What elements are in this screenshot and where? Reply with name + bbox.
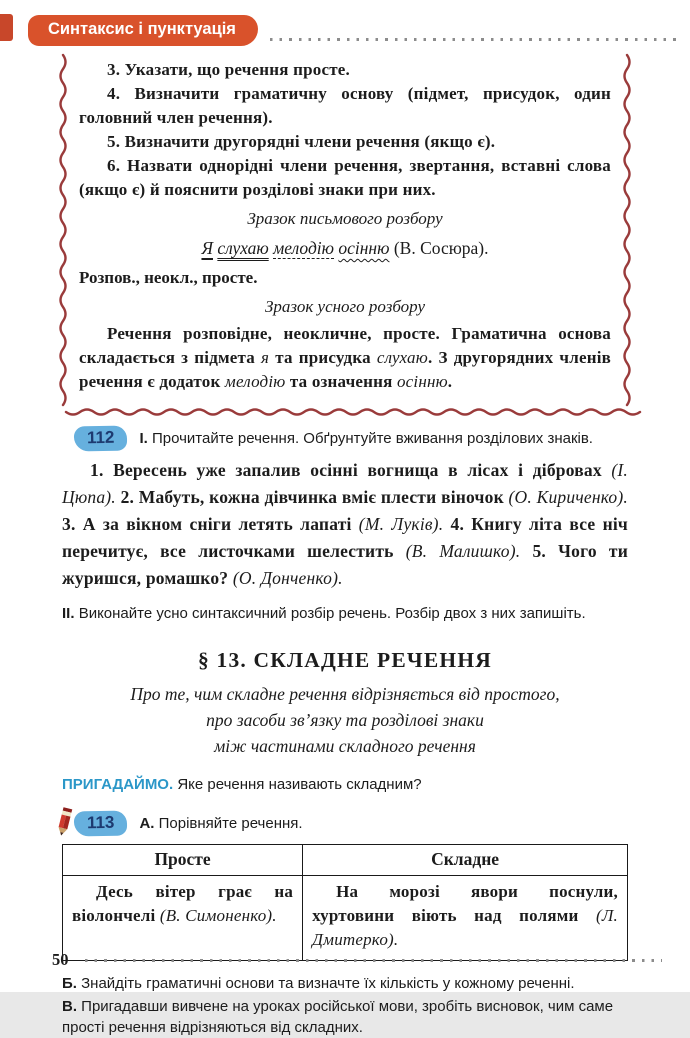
- section-subtitle: [0, 681, 690, 759]
- subtitle-line: між частинами складного речення: [214, 736, 476, 756]
- oral-term: я: [261, 348, 270, 367]
- sample-object: мелодію: [273, 238, 334, 258]
- dotted-separator: [85, 959, 663, 962]
- sentence-author: (І. Цюпа).: [62, 460, 628, 507]
- chapter-badge: Синтаксис і пунктуація: [28, 15, 258, 46]
- column-header-simple: Просте: [63, 845, 303, 876]
- instruction-text: Виконайте усно синтаксичний розбір речень. Розбір двох з них запишіть.: [78, 605, 586, 622]
- oral-sample-title: Зразок усного розбору: [265, 297, 425, 316]
- subtitle-line: про засоби зв’язку та розділові знаки: [206, 710, 484, 730]
- sentence-author: (О. Донченко).: [232, 568, 343, 588]
- oral-text: . З другорядних членів речення є додаток: [79, 348, 611, 391]
- dotted-separator: [270, 38, 680, 41]
- oral-text: .: [447, 372, 453, 391]
- analysis-step: 3. Указати, що речення просте.: [107, 60, 350, 79]
- page-header: [0, 0, 690, 46]
- part-label: ІІ.: [62, 605, 75, 622]
- oral-term: слухаю: [376, 348, 428, 367]
- oral-term: осінню: [396, 372, 448, 391]
- page-number: 50: [52, 950, 69, 969]
- oral-text: та означення: [285, 372, 397, 391]
- exercise-number-badge: 113: [74, 811, 128, 837]
- sentence: 3. А за вікном сніги летять лапаті: [62, 514, 359, 534]
- sentence: На морозі явори поснули, хуртовини віють над полями: [312, 882, 618, 925]
- sentence-author: (В. Малишко).: [405, 541, 521, 561]
- header-accent-bar: [0, 14, 13, 41]
- sentence: 1. Вересень уже запалив осінні вогнища в лісах і дібровах: [90, 460, 612, 480]
- task-v: [62, 996, 628, 1038]
- exercise-112-header: [74, 426, 690, 451]
- exercise-112-part2: [62, 604, 628, 624]
- sample-sentence: [79, 234, 611, 262]
- sentence: 2. Мабуть, кожна дівчинка вміє плести віночок: [115, 487, 509, 507]
- oral-text: Речення розповідне, неокличне, просте. Граматична основа складається з підмета: [79, 324, 611, 367]
- part-label: А.: [139, 815, 155, 832]
- sentence: Десь вітер грає на віолончелі: [72, 882, 294, 925]
- page-footer: [0, 950, 690, 970]
- part-label: В.: [62, 998, 77, 1015]
- part-label: І.: [139, 430, 148, 447]
- sentence-author: (Л. Дмитерко).: [312, 906, 618, 949]
- instruction-text: Порівняйте речення.: [154, 815, 303, 832]
- sample-analysis-box: [63, 54, 627, 410]
- column-header-complex: Складне: [303, 845, 628, 876]
- table-row: [63, 876, 628, 961]
- section-title: § 13. СКЛАДНЕ РЕЧЕННЯ: [197, 648, 493, 672]
- recall-question: Яке речення називають складним?: [173, 776, 422, 793]
- written-sample-title: Зразок письмового розбору: [247, 209, 443, 228]
- subtitle-line: Про те, чим складне речення відрізняється від простого,: [130, 684, 560, 704]
- analysis-step: 4. Визначити граматичну основу (підмет, присудок, один головний член речення).: [79, 84, 611, 127]
- wavy-border-bottom: [65, 406, 653, 418]
- sample-attribute: осінню: [338, 238, 390, 258]
- exercise-number-badge: 112: [74, 426, 128, 452]
- instruction-text: Пригадавши вивчене на уроках російської мови, зробіть висновок, чим саме прості речення відрізняються від складних.: [62, 998, 614, 1036]
- exercise-instruction: [139, 430, 593, 447]
- sentence-author: (В. Симоненко).: [159, 906, 277, 925]
- oral-term: мелодію: [224, 372, 286, 391]
- sentence: 4. Книгу літа все ніч перечитує, все листочками шелестить: [62, 514, 628, 561]
- part-label: Б.: [62, 975, 77, 992]
- table-header-row: [63, 845, 628, 876]
- exercise-instruction: [139, 815, 302, 832]
- exercise-113-tasks: [62, 973, 628, 1038]
- recall-label: ПРИГАДАЙМО.: [62, 776, 174, 793]
- sample-author: (В. Сосюра).: [393, 238, 489, 258]
- sample-subject: Я: [201, 238, 213, 258]
- task-b: [62, 973, 628, 994]
- sample-predicate: слухаю: [217, 238, 269, 258]
- sentence-author: (М. Луків).: [358, 514, 444, 534]
- comparison-table: [62, 844, 628, 961]
- oral-analysis-paragraph: [79, 322, 611, 394]
- exercise-112-sentences: [62, 457, 628, 592]
- cell-complex-sentence: [303, 876, 628, 961]
- analysis-step: 5. Визначити другорядні члени речення (якщо є).: [107, 132, 496, 151]
- recall-line: [62, 775, 628, 795]
- instruction-text: Знайдіть граматичні основи та визначте їх кількість у кожному реченні.: [76, 975, 575, 992]
- written-analysis-line: Розпов., неокл., просте.: [79, 268, 258, 287]
- wavy-border-left: [57, 54, 69, 410]
- wavy-border-right: [621, 54, 633, 410]
- sentence-author: (О. Кириченко).: [508, 487, 628, 507]
- oral-text: та присудка: [269, 348, 377, 367]
- sentence: 5. Чого ти журишся, ромашко?: [62, 541, 629, 588]
- instruction-text: Прочитайте речення. Обґрунтуйте вживання розділових знаків.: [151, 430, 593, 447]
- exercise-113-header: [74, 811, 690, 836]
- analysis-step: 6. Назвати однорідні члени речення, звертання, вставні слова (якщо є) й пояснити розділові знаки при них.: [79, 156, 611, 199]
- cell-simple-sentence: [63, 876, 303, 961]
